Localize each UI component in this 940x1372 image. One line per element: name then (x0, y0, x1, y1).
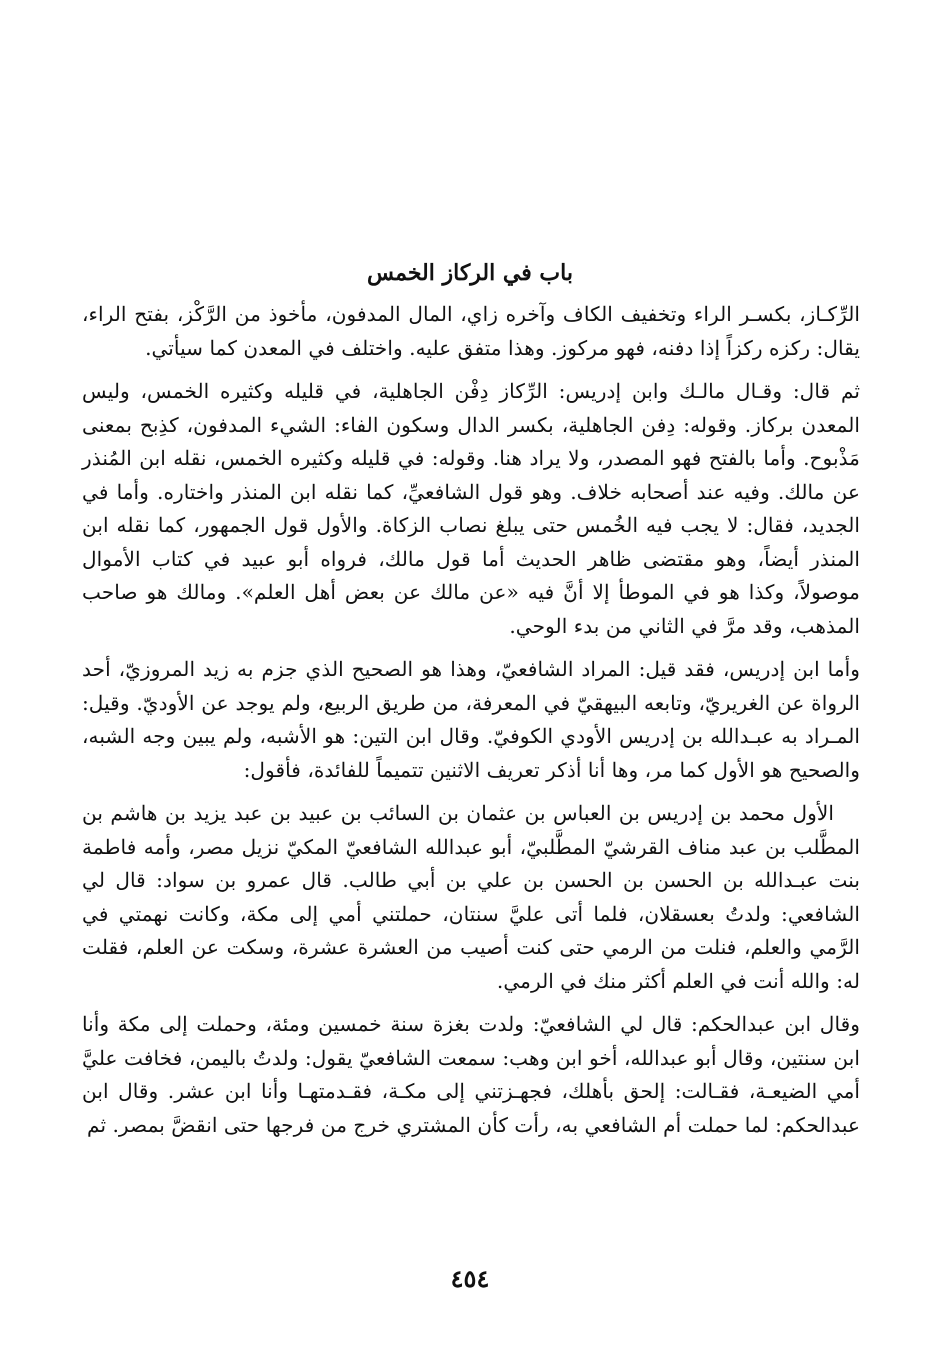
paragraph-malik-ibn-idris: ثم قال: وقـال مالـك وابن إدريس: الرِّكاز دِفْن الجاهلية، في قليله وكثيره الخمس، وليس المعدن بركاز. وقوله: دِفن الجاهلية، بكسر الدال وسكون الفاء: الشيء المدفون، كذِبح بمعنى مَذْبوح. وأما بالفتح فهو المصدر، ولا يراد هنا. وقوله: في قليله وكثيره الخمس، نقله ابن المُنذر عن مالك. وفيه عند أصحابه خلاف. وهو قول الشافعيِّ، كما نقله ابن المنذر واختاره. وأما في الجديد، فقال: لا يجب فيه الخُمس حتى يبلغ نصاب الزكاة. والأول قول الجمهور، كما نقله ابن المنذر أيضاً، وهو مقتضى ظاهر الحديث أما قول مالك، فرواه أبو عبيد في كتاب الأموال موصولاً، وكذا هو في الموطأ إلا أنَّ فيه «عن مالك عن بعض أهل العلم». ومالك هو صاحب المذهب، وقد مرَّ في الثاني من بدء الوحي. (82, 379, 860, 638)
chapter-heading: باب في الركاز الخمس (367, 260, 573, 286)
paragraph-shafii-lineage: الأول محمد بن إدريس بن العباس بن عثمان بن السائب بن عبيد بن عبد يزيد بن هاشم بن المطَّلب بن عبد مناف القرشيّ المطَّلبيّ، أبو عبدالله الشافعيّ المكيّ نزيل مصر، وأمه فاطمة بنت عبـدالله بن الحسن بن الحسن بن علي بن أبي طالب. قال عمرو بن سواد: قال لي الشافعي: ولدتُ بعسقلان، فلما أتى عليَّ سنتان، حملتني أمي إلى مكة، وكانت نهمتي في الرَّمي والعلم، فنلت من الرمي حتى كنت أصيب من العشرة عشرة، وسكت عن العلم، فقلت له: والله أنت في العلم أكثر منك في الرمي. (82, 801, 860, 993)
paragraph-definition: الرِّكـاز، بكسـر الراء وتخفيف الكاف وآخره زاي، المال المدفون، مأخوذ من الرَّكْز، بفتح الراء، يقال: ركزه ركزاً إذا دفنه، فهو مركوز. وهذا متفق عليه. واختلف في المعدن كما سيأتي. (82, 302, 860, 360)
paragraph-shafii-birth: وقال ابن عبدالحكم: قال لي الشافعيّ: ولدت بغزة سنة خمسين ومئة، وحملت إلى مكة وأنا ابن سنتين، وقال أبو عبدالله، أخو ابن وهب: سمعت الشافعيّ يقول: ولدتُ باليمن، فخافت عليَّ أمي الضيعـة، فقـالت: إلحق بأهلك، فجهـزتني إلى مكـة، فقـدمتهـا وأنا ابن عشر. وقال ابن عبدالحكم: لما حملت أم الشافعي به، رأت كأن المشتري خرج من فرجها حتى انقضَّ بمصر. ثم (82, 1012, 860, 1137)
paragraph-ibn-idris-identity: وأما ابن إدريس، فقد قيل: المراد الشافعيّ، وهذا هو الصحيح الذي جزم به زيد المروزيّ، أحد الرواة عن الغريريّ، وتابعه البيهقيّ في المعرفة، من طريق الربيع، ولم يوجد عن الأوديّ. وقيل: المـراد به عبـدالله بن إدريس الأودي الكوفيّ. وقال ابن التين: هو الأشبه، ولم يبين وجه الشبه، والصحيح هو الأول كما مر، وها أنا أذكر تعريف الاثنين تتميماً للفائدة، فأقول: (82, 657, 860, 782)
page-number: ٤٥٤ (450, 1264, 490, 1293)
body-text (82, 298, 860, 1152)
